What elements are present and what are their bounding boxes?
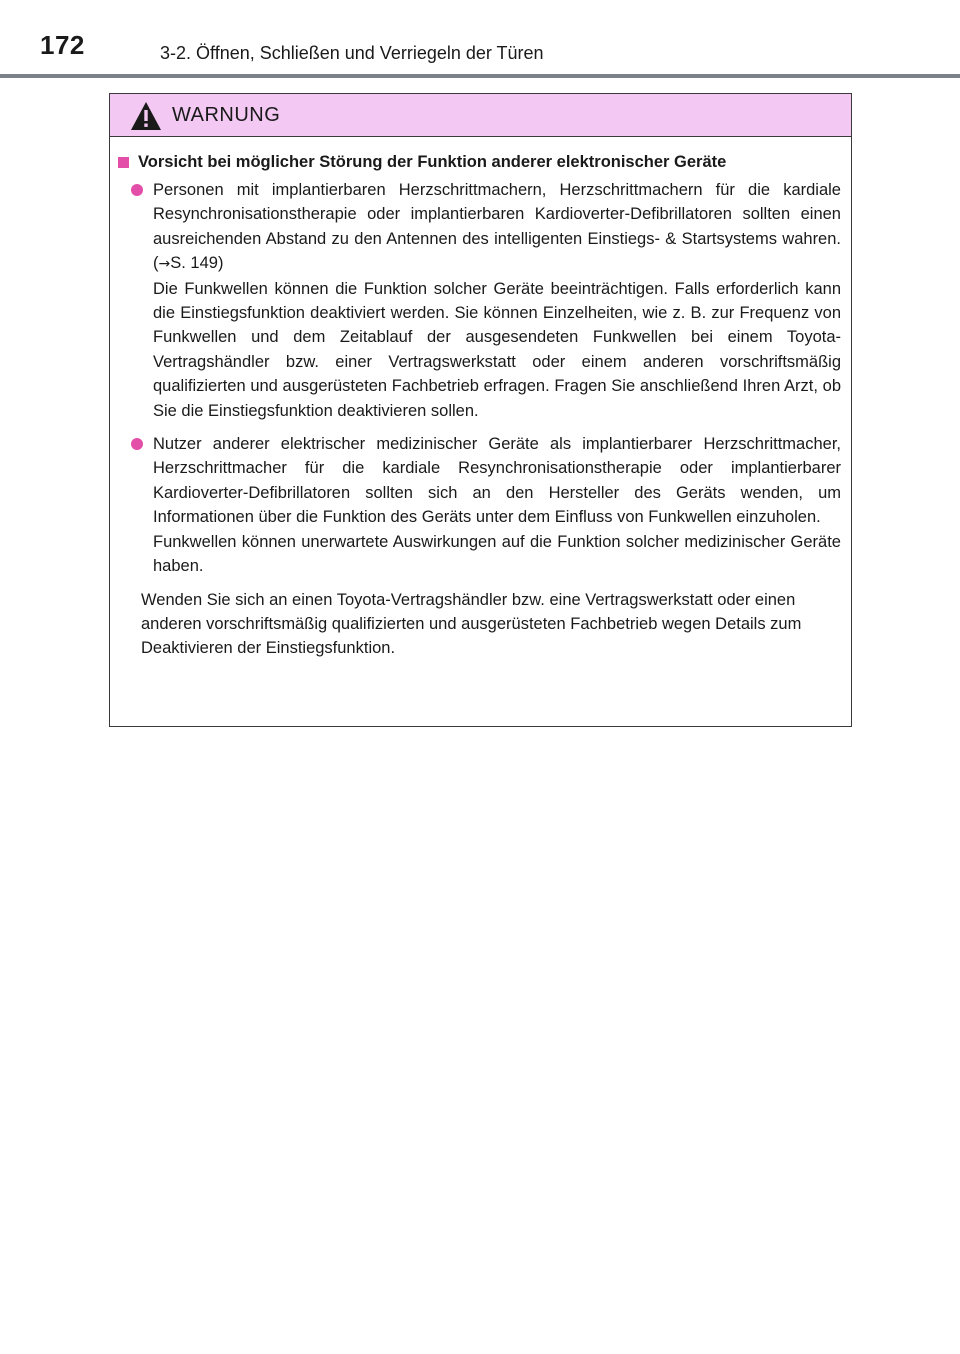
list-item-text	[153, 178, 841, 423]
arrow-icon: →	[158, 256, 171, 273]
circle-bullet-icon	[131, 438, 143, 450]
warning-body	[110, 137, 851, 661]
warning-heading	[118, 151, 841, 173]
header-divider	[0, 74, 960, 78]
warning-box	[109, 93, 852, 727]
paragraph-text: Personen mit implantierbaren Herzschrittmachern, Herzschrittmachern für die kardiale Resynchronisationstherapie oder implantierbaren Kardioverter-Defibrillatoren sollten einen ausreichenden Abstand zu den Antennen des intelligenten Einstiegs- & Startsystems wahren. (	[153, 181, 841, 273]
warning-triangle-icon	[130, 101, 162, 131]
warning-heading-text: Vorsicht bei möglicher Störung der Funktion anderer elektronischer Geräte	[138, 153, 727, 171]
paragraph: Funkwellen können unerwartete Auswirkungen auf die Funktion solcher medizinischer Geräte haben.	[153, 532, 841, 576]
list-item-text	[153, 432, 841, 578]
closing-paragraph: Wenden Sie sich an einen Toyota-Vertragshändler bzw. eine Vertragswerkstatt oder einen anderen vorschriftsmäßig qualifizierten und ausgerüsteten Fachbetrieb wegen Details zum Deaktivieren der Einstiegsfunktion.	[141, 590, 802, 658]
paragraph: Die Funkwellen können die Funktion solcher Geräte beeinträchtigen. Falls erforderlich kann die Einstiegsfunktion deaktiviert werden. Sie können Einzelheiten, wie z. B. zur Frequenz von Funkwellen und dem Zeitablauf der ausgesendeten Funkwellen bei einem Toyota-Vertragshändler bzw. einer Vertragswerkstatt oder einem anderen vorschriftsmäßig qualifizierten und ausgerüsteten Fachbetrieb erfragen. Fragen Sie anschließend Ihren Arzt, ob Sie die Einstiegsfunktion deaktivieren sollen.	[153, 279, 841, 420]
circle-bullet-icon	[131, 184, 143, 196]
paragraph	[153, 178, 841, 277]
page-header	[0, 0, 960, 80]
square-bullet-icon	[118, 157, 129, 168]
paragraph: Nutzer anderer elektrischer medizinischer Geräte als implantierbarer Herzschrittmacher, Herzschrittmacher für die kardiale Resynchronisationstherapie oder implantierbarer Kardioverter-Defibrillatoren sollten sich an den Hersteller des Geräts wenden, um Informationen über die Funktion des Geräts unter dem Einfluss von Funkwellen einzuholen.	[153, 435, 841, 527]
list-item	[118, 178, 841, 423]
section-title: 3-2. Öffnen, Schließen und Verriegeln der Türen	[160, 43, 544, 63]
list-item	[118, 432, 841, 578]
warning-header	[110, 94, 851, 137]
page-number: 172	[40, 30, 85, 60]
warning-title: WARNUNG	[172, 104, 281, 126]
page-reference: S. 149)	[170, 254, 224, 273]
